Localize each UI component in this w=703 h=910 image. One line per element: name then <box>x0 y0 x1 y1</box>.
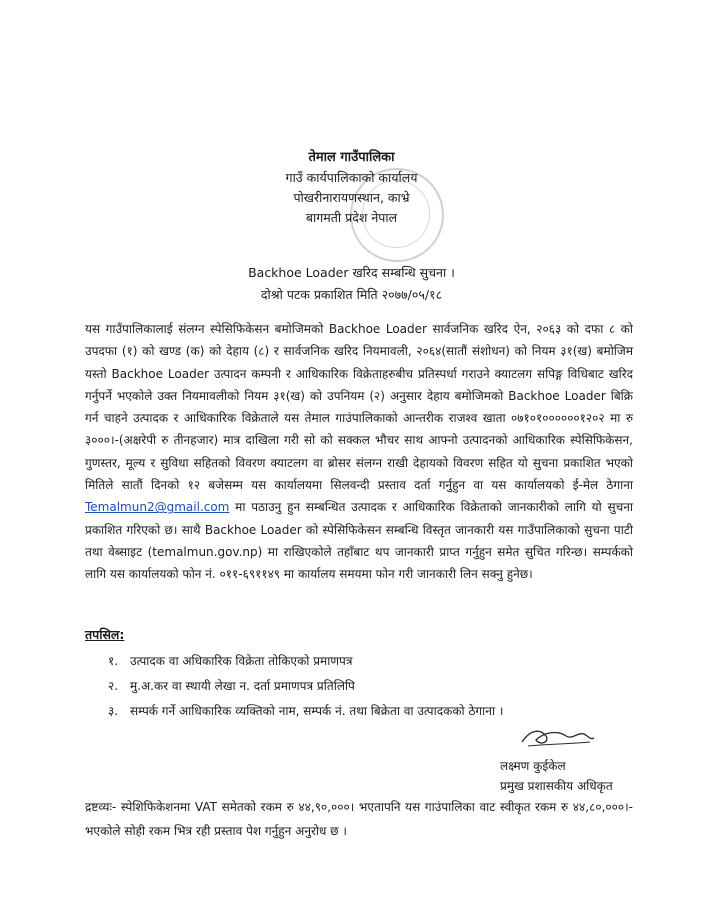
province-name: बागमती प्रदेश नेपाल <box>305 210 398 225</box>
signature-block <box>500 722 650 796</box>
org-name: तेमाल गाउँपालिका <box>308 150 395 165</box>
published-date: दोश्रो पटक प्रकाशित मिति २०७७/०५/१८ <box>260 287 443 302</box>
office-name: गाउँ कार्यपालिकाको कार्यालय <box>285 170 418 185</box>
body-part-1: यस गाउँपालिकालाई संलग्न स्पेसिफिकेसन बमोजिमको Backhoe Loader सार्वजनिक खरिद ऐन, २०६३ को दफा ८ को उपदफा (१) को खण्ड (क) को देहाय (८) र सार्वजनिक खरिद नियमावली, २०६४(सातौं संशोधन) को नियम ३१(ख) बमोजिम यस्तो Backhoe Loader उत्पादन कम्पनी र आधिकारिक विक्रेताहरुबीच प्रतिस्पर्धा गराउने क्याटलग सपिङ्ग विधिबाट खरिद गर्नुपर्ने भएकोले उक्त नियमावलीको नियम ३१(ख) को उपनियम (२) अनुसार देहाय बमोजिमको Backhoe Loader बिक्रि गर्न चाहने उत्पादक र आधिकारिक विक्रेताले यस तेमाल गाउंपालिकाको आन्तरीक राजश्व खाता ०७१०१००००००१२०२ मा रु ३०००।-(अक्षरेपी रु तीनहजार) मात्र दाखिला गरी सो को सक्कल भौचर साथ आफ्नो उत्पादनको आधिकारिक स्पेसिफिकेसन, गुणस्तर, मूल्य र सुविधा सहितको विवरण क्याटलग वा ब्रोसर संलग्न राखी देहायको विवरण सहित यो सुचना प्रकाशित भएको मितिले सातौं दिनको १२ बजेसम्म यस कार्यालयमा सिलवन्दी प्रस्ताव दर्ता गर्नुहुन वा यस कार्यालयको ई-मेल ठेगाना <box>85 322 633 493</box>
note-text: द्रष्टव्यः- स्पेशिफिकेशनमा VAT समेतको रकम रु ४४,९०,०००। भएतापनि यस गाउंपालिका वाट स्वीकृत रकम रु ४४,८०,०००।- भएकोले सोही रकम भित्र रही प्रस्ताव पेश गर्नुहुन अनुरोध छ । <box>85 800 633 838</box>
letterhead <box>0 148 703 228</box>
list-item-text: सम्पर्क गर्ने आधिकारिक व्यक्तिको नाम, सम्पर्क नं. तथा बिक्रेता वा उत्पादकको ठेगाना । <box>130 704 504 718</box>
signatory-title: प्रमुख प्रशासकीय अधिकृत <box>500 779 613 793</box>
notice-subject <box>0 262 703 306</box>
list-item-number: १. <box>108 654 119 668</box>
list-item <box>108 648 628 673</box>
list-item <box>108 698 628 723</box>
list-item <box>108 673 628 698</box>
list-item-number: २. <box>108 679 119 693</box>
list-item-number: ३. <box>108 704 119 718</box>
email-link[interactable]: Temalmun2@gmail.com <box>85 500 230 515</box>
body-part-2: मा पठाउनु हुन सम्बन्धित उत्पादक र आधिकारिक विक्रेताको जानकारीको लागि यो सुचना प्रकाशित गरिएको छ। साथै Backhoe Loader को स्पेसिफिकेसन सम्बन्धि विस्तृत जानकारी यस गाउँपालिकाको सुचना पाटी तथा वेब्साइट (temalmun.gov.np) मा राखिएकोले तहाँबाट थप जानकारी प्राप्त गर्नुहुन समेत सुचित गरिन्छ। सम्पर्कको लागि यस कार्यालयको फोन नं. ०११-६९११४९ मा कार्यालय समयमा फोन गरी जानकारी लिन सक्नु हुनेछ। <box>85 500 633 582</box>
signatory-name: लक्ष्मण कुईकेल <box>500 759 566 773</box>
list-item-text: मु.अ.कर वा स्थायी लेखा न. दर्ता प्रमाणपत्र प्रतिलिपि <box>130 679 355 693</box>
subject-title: Backhoe Loader खरिद सम्बन्धि सुचना । <box>248 265 455 280</box>
list-title: तपसिल: <box>85 627 125 642</box>
notice-body <box>85 318 633 586</box>
handwritten-signature <box>518 722 598 752</box>
requirements-list <box>108 648 628 723</box>
office-address: पोखरीनारायणस्थान, काभ्रे <box>293 190 410 205</box>
list-item-text: उत्पादक वा अधिकारिक विक्रेता तोकिएको प्रमाणपत्र <box>130 654 353 668</box>
